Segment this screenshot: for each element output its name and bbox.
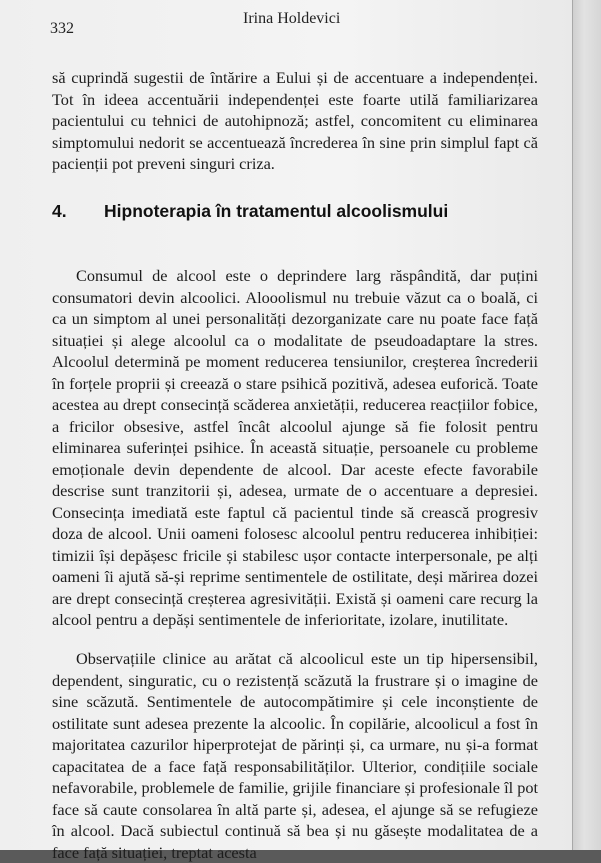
section-title: Hipnoterapia în tratamentul alcoolismului: [104, 201, 449, 221]
page-number: 332: [50, 20, 74, 37]
paragraph-alcohol-consumption: Consumul de alcool este o deprindere larg răspândită, dar puțini consumatori devin alcoolici. Alooolismul nu trebuie văzut ca o boală, ci ca un simptom al unei personalități dezorganizate care nu poate face față situației și alege alcoolul ca o modalitate de pseudoadaptare la stres. Alcoolul determină pe moment reducerea tensiunilor, creșterea încrederii în forțele proprii și creează o stare psihică pozitivă, adesea euforică. Toate acestea au drept consecință scăderea anxietății, reducerea reacțiilor fobice, a fricilor obsesive, astfel încât alcoolul ajunge să fie folosit pentru eliminarea suferinței psihice. În această situație, persoanele cu probleme emoționale devin dependente de alcool. Dar aceste efecte favorabile descrise sunt tranzitorii și, adesea, urmate de o accentuare a depresiei. Consecința imediată este faptul că pacientul tinde să crească progresiv doza de alcool. Unii oameni folosesc alcoolul pentru reducerea inhibiției: timizii își depășesc fricile și stabilesc ușor contacte interpersonale, pe alți oameni îi ajută să-și reprime sentimentele de ostilitate, deși mărirea dozei are drept consecință creșterea agresivității. Există și oameni care recurg la alcool pentru a depăși sentimentele de inferioritate, izolare, inutilitate.: [52, 266, 538, 629]
paragraph-clinical-observations: Observațiile clinice au arătat că alcoolicul este un tip hipersensibil, dependent, singuratic, cu o rezistență scăzută la frustrare și o imagine de sine scăzută. Sentimentele de autocompătimire și cele inconștiente de ostilitate sunt adesea prezente la alcoolic. În copilărie, alcoolicul a fost în majoritatea cazurilor hiperprotejat de părinți și, ca urmare, nu și-a format capacitatea de a face față responsabilităților. Ulterior, condițiile sociale nefavorabile, problemele de familie, grijile financiare și profesionale îl pot face să caute consolarea în altă parte și, adesea, el ajunge să se refugieze în alcool. Dacă subiectul continuă să bea și nu găsește modalitatea de a face față situației, treptat acesta: [52, 649, 538, 862]
section-number: 4.: [52, 201, 67, 221]
running-head-author: Irina Holdevici: [243, 10, 341, 27]
section-heading: [52, 201, 522, 222]
adjacent-page-edge: [572, 0, 601, 850]
paragraph-continued: să cuprindă sugestii de întărire a Eului și de accentuare a independenței. Tot în ideea accentuării independenței este foarte utilă familiarizarea pacientului cu tehnici de autohipnoză; astfel, concomitent cu eliminarea simptomului nedorit se accentuează încrederea în sine prin simplul fapt că pacienții pot preveni singuri criza.: [52, 68, 538, 173]
